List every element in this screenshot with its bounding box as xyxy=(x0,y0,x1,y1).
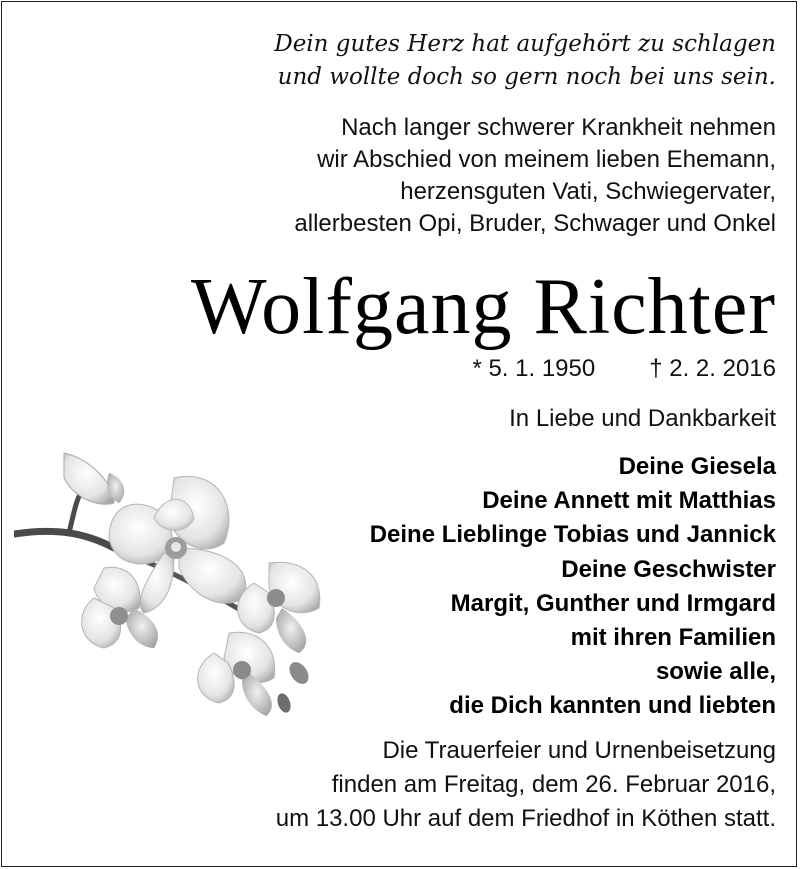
service-details xyxy=(276,734,776,836)
death-date: † 2. 2. 2016 xyxy=(649,355,776,382)
life-dates xyxy=(472,352,776,386)
orchid-branch-icon xyxy=(14,448,344,728)
mourner-line: Deine Geschwister xyxy=(561,555,776,583)
mourner-line: Margit, Gunther und Irmgard xyxy=(450,589,776,617)
motto-verse xyxy=(274,28,776,94)
deceased-name: Wolfgang Richter xyxy=(191,263,776,351)
mourner-line: sowie alle, xyxy=(655,658,776,686)
intro-line: herzensguten Vati, Schwiegervater, xyxy=(400,178,776,205)
birth-date: * 5. 1. 1950 xyxy=(472,355,596,382)
intro-text xyxy=(294,112,776,240)
mourner-line: mit ihren Familien xyxy=(570,624,776,652)
service-line: finden am Freitag, dem 26. Februar 2016, xyxy=(331,771,776,798)
mourner-line: Deine Giesela xyxy=(618,453,776,480)
mourner-line: die Dich kannten und liebten xyxy=(449,692,776,720)
service-line: um 13.00 Uhr auf dem Friedhof in Köthen statt. xyxy=(275,805,776,832)
intro-line: Nach langer schwerer Krankheit nehmen xyxy=(341,114,776,141)
service-line: Die Trauerfeier und Urnenbeisetzung xyxy=(382,737,776,764)
intro-line: wir Abschied von meinem lieben Ehemann, xyxy=(317,146,776,173)
mourner-line: Deine Annett mit Matthias xyxy=(482,487,776,515)
intro-line: allerbesten Opi, Bruder, Schwager und Onkel xyxy=(294,210,776,237)
motto-line: Dein gutes Herz hat aufgehört zu schlagen xyxy=(274,31,776,57)
closing-phrase: In Liebe und Dankbarkeit xyxy=(509,405,776,432)
motto-line: und wollte doch so gern noch bei uns sein. xyxy=(277,64,776,90)
mourner-line: Deine Lieblinge Tobias und Jannick xyxy=(369,521,776,549)
mourners-list xyxy=(370,450,776,724)
